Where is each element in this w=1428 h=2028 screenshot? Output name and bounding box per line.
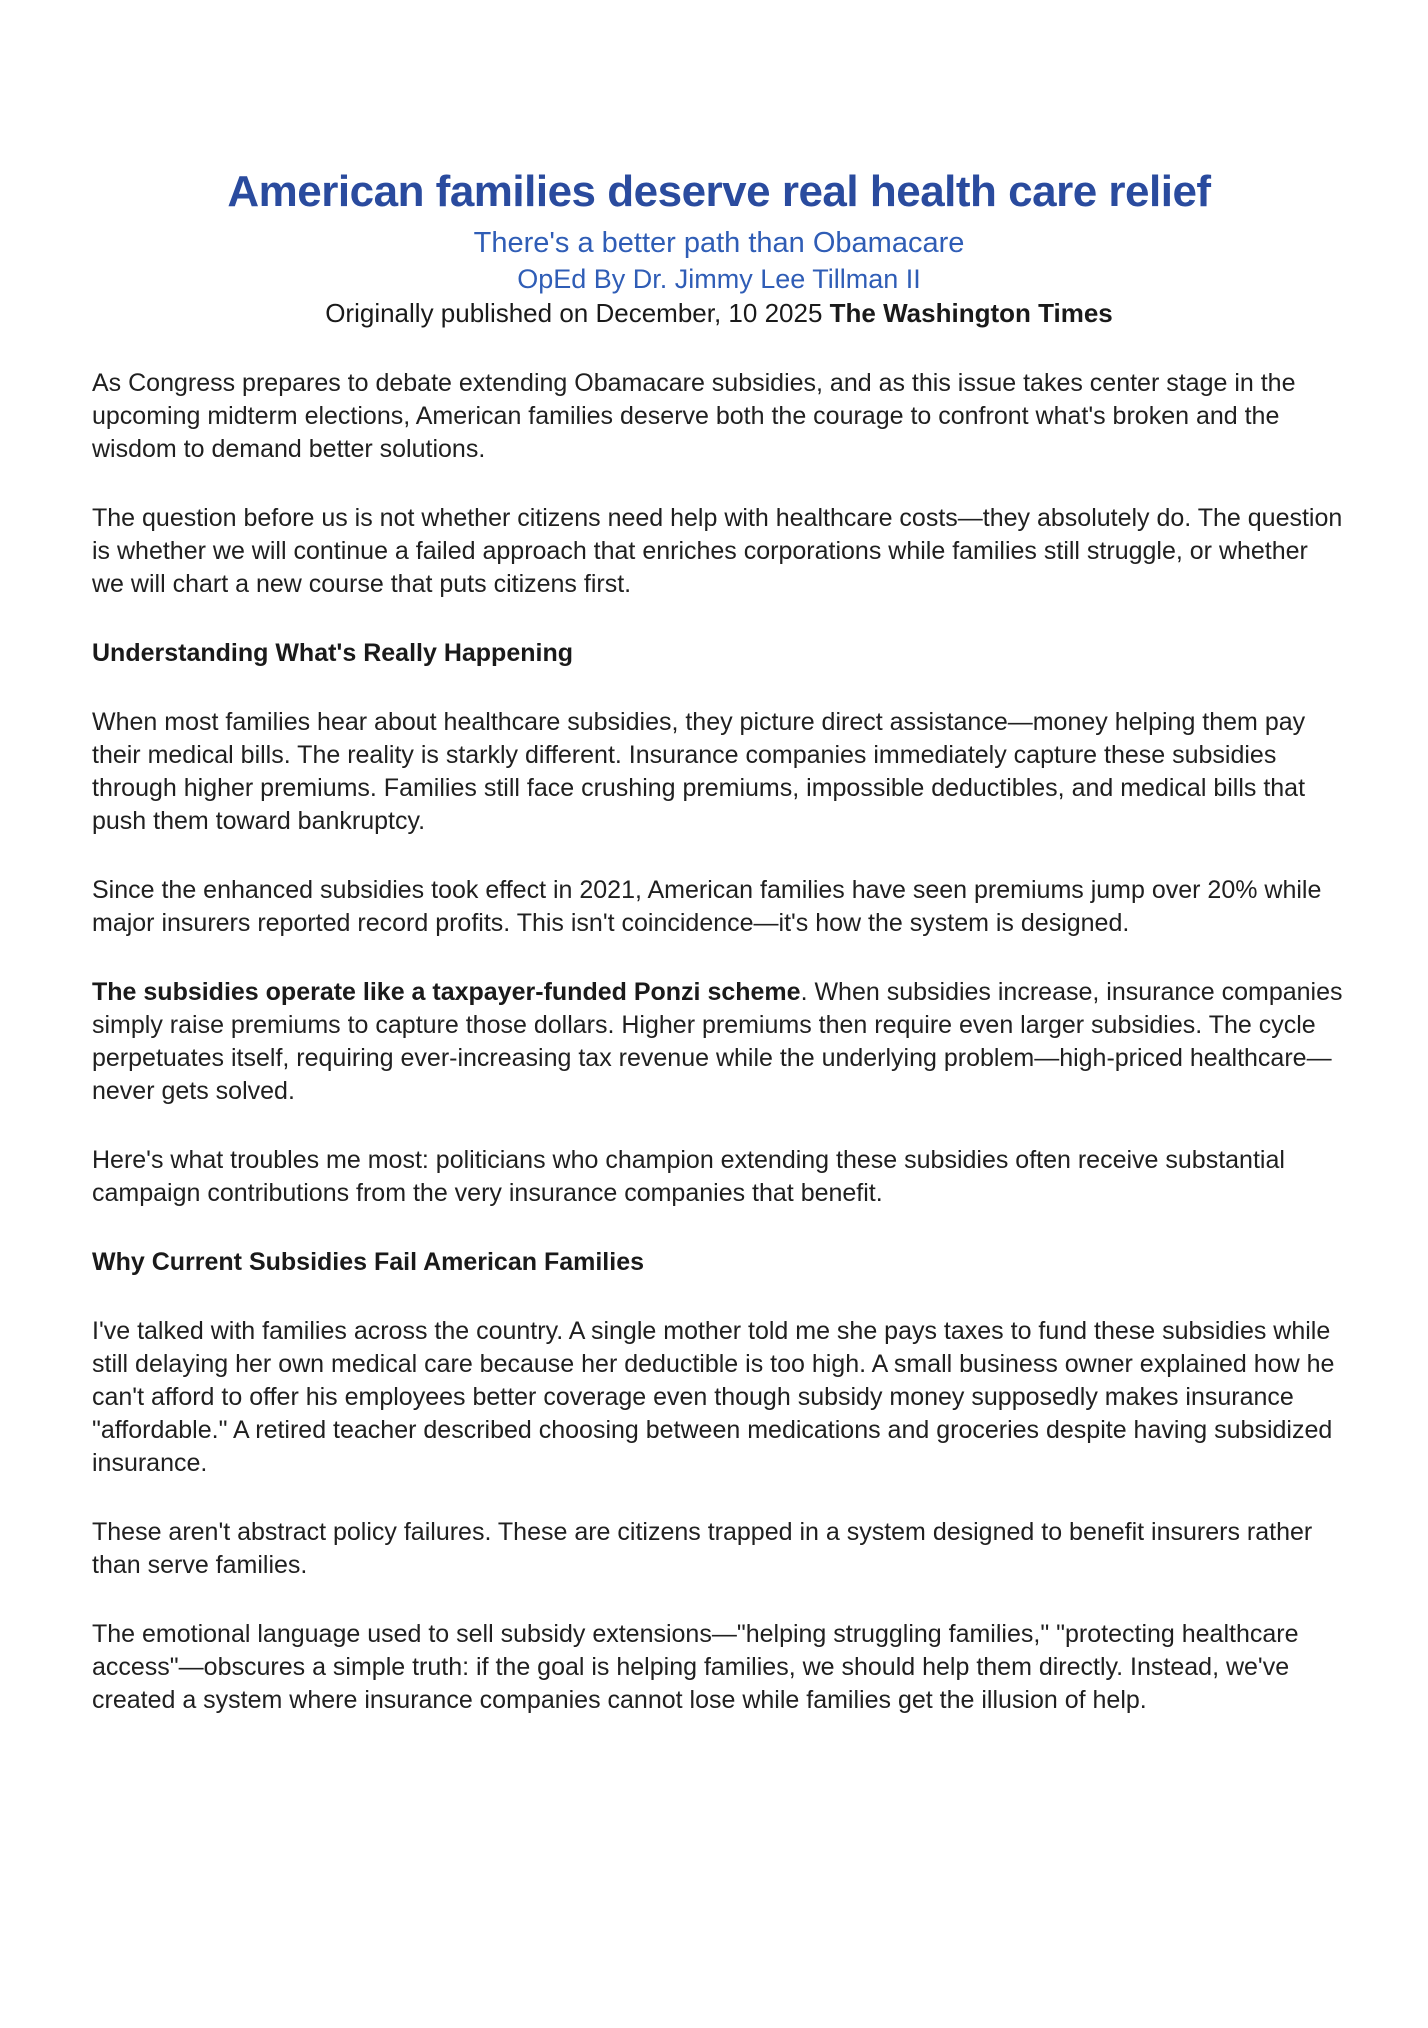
article-paragraph: I've talked with families across the country. A single mother told me she pays taxes to fund these subsidies while still delaying her own medical care because her deductible is too high. A small business owner explained how he can't afford to offer his employees better coverage even though subsidy money supposedly makes insurance "affordable." A retired teacher described choosing between medications and groceries despite having subsidized insurance.	[92, 1317, 1335, 1477]
article-subtitle: There's a better path than Obamacare	[473, 227, 965, 259]
article-paragraph: As Congress prepares to debate extending Obamacare subsidies, and as this issue takes center stage in the upcoming midterm elections, American families deserve both the courage to confront what's broken and the wisdom to demand better solutions.	[92, 369, 1296, 463]
article-paragraph: The emotional language used to sell subsidy extensions—"helping struggling families," "protecting healthcare access"—obscures a simple truth: if the goal is helping families, we should help them directly. Instead, we've created a system where insurance companies cannot lose while families get the illusion of help.	[92, 1620, 1299, 1714]
bold-lead-text: The subsidies operate like a taxpayer-funded Ponzi scheme	[92, 978, 801, 1006]
article-paragraph: The question before us is not whether citizens need help with healthcare costs—they absolutely do. The question is whether we will continue a failed approach that enriches corporations while families still struggle, or whether we will chart a new course that puts citizens first.	[92, 504, 1343, 598]
article-paragraph: When most families hear about healthcare subsidies, they picture direct assistance—money helping them pay their medical bills. The reality is starkly different. Insurance companies immediately capture these subsidies through higher premiums. Families still face crushing premiums, impossible deductibles, and medical bills that push them toward bankruptcy.	[92, 708, 1306, 835]
article-byline: OpEd By Dr. Jimmy Lee Tillman II	[517, 264, 921, 294]
section-heading: Why Current Subsidies Fail American Families	[92, 1248, 645, 1276]
article-paragraph: The subsidies operate like a taxpayer-funded Ponzi scheme. When subsidies increase, insurance companies simply raise premiums to capture those dollars. Higher premiums then require even larger subsidies. The cycle perpetuates itself, requiring ever-increasing tax revenue while the underlying problem—high-priced healthcare—never gets solved.	[92, 978, 1343, 1105]
article-paragraph: Since the enhanced subsidies took effect in 2021, American families have seen premiums jump over 20% while major insurers reported record profits. This isn't coincidence—it's how the system is designed.	[92, 876, 1322, 937]
publication-line	[92, 296, 1346, 330]
article-header	[92, 166, 1346, 330]
article-paragraph: These aren't abstract policy failures. These are citizens trapped in a system designed to benefit insurers rather than serve families.	[92, 1518, 1313, 1579]
article-title: American families deserve real health care relief	[227, 167, 1211, 216]
section-heading: Understanding What's Really Happening	[92, 639, 573, 667]
article-paragraph: Here's what troubles me most: politicians who champion extending these subsidies often receive substantial campaign contributions from the very insurance companies that benefit.	[92, 1146, 1285, 1207]
publication-prefix: Originally published on December, 10 2025	[325, 298, 830, 328]
article-body	[92, 367, 1346, 1717]
publication-name: The Washington Times	[829, 298, 1113, 328]
